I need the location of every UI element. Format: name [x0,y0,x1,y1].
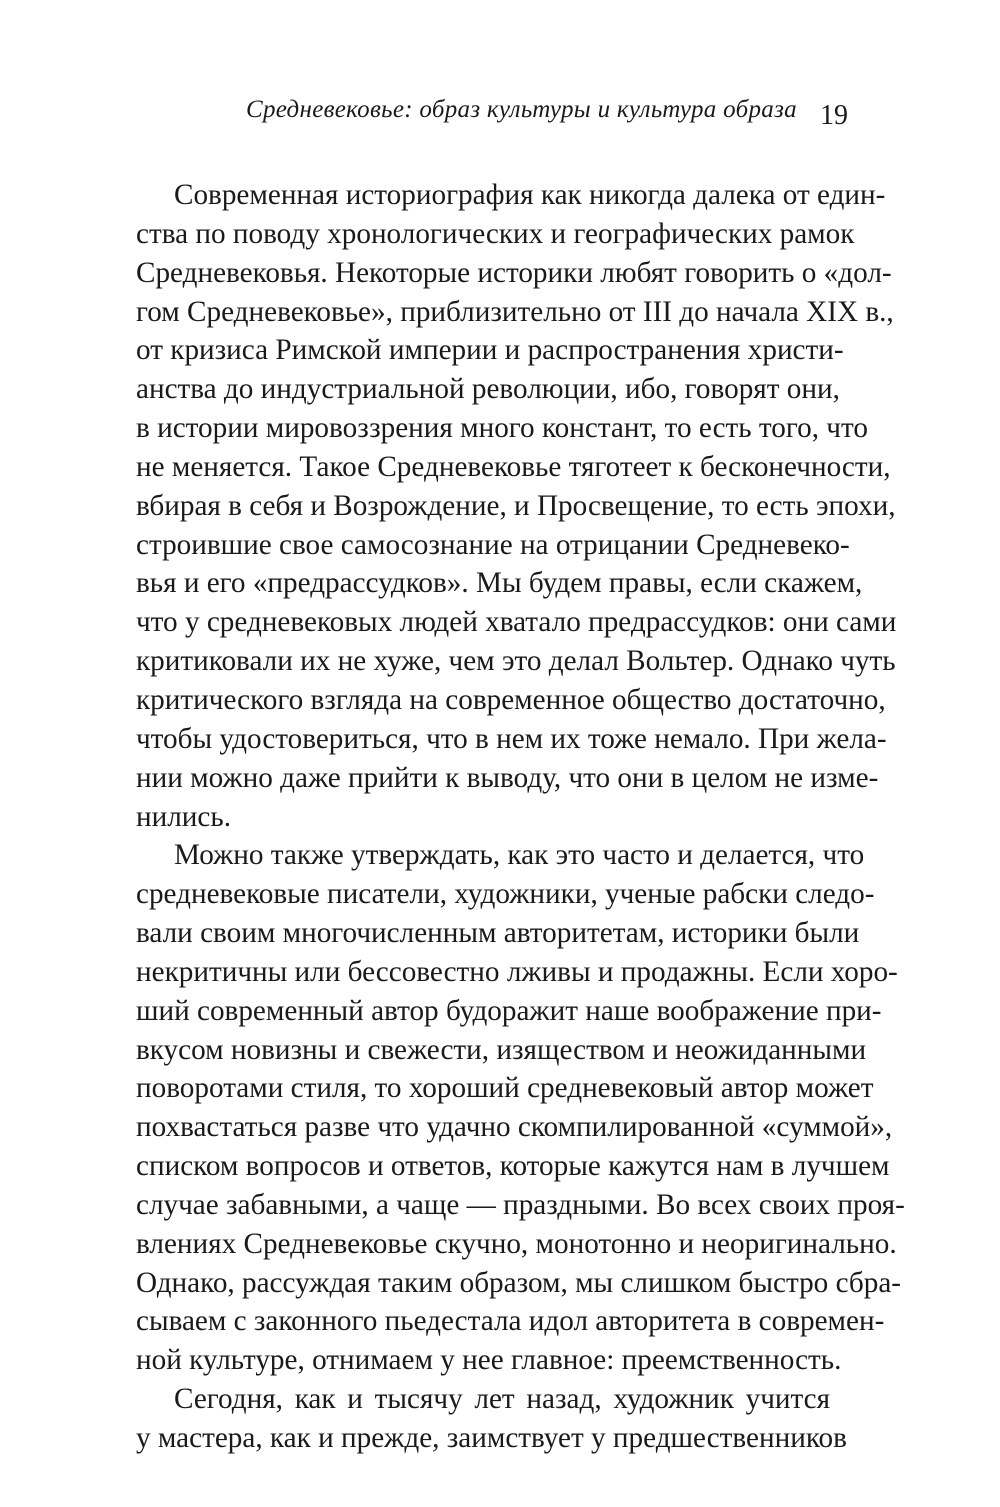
text-line: критического взгляда на современное общество достаточно, [136,683,886,716]
text-line: Современная историография как никогда далека от един- [174,179,886,211]
text-line: чтобы удостовериться, что в нем их тоже немало. При жела- [136,722,887,755]
text-line: анства до индустриальной революции, ибо, говорят они, [136,373,840,406]
text-line: не меняется. Такое Средневековье тяготеет к бесконечности, [136,450,891,483]
text-line: влениях Средневековье скучно, монотонно и неоригинально. [136,1227,897,1260]
text-line: что у средневековых людей хватало предрассудков: они сами [136,606,897,639]
text-line: похвастаться разве что удачно скомпилированной «суммой», [136,1111,893,1144]
running-header [0,96,1000,136]
paragraph-3 [136,1380,847,1458]
text-line: ства по поводу хронологических и географических рамок [136,217,855,250]
text-line: строившие свое самосознание на отрицании Средневеко- [136,528,850,561]
page-number: 19 [820,100,848,131]
text-line: критиковали их не хуже, чем это делал Вольтер. Однако чуть [136,645,896,678]
text-line: Средневековья. Некоторые историки любят говорить о «дол- [136,256,892,289]
text-line: Можно также утверждать, как это часто и делается, что [174,839,865,872]
text-line: ший современный автор будоражит наше воображение при- [136,994,882,1027]
text-line: Сегодня, как и тысячу лет назад, художник учится [174,1383,830,1416]
text-line: вкусом новизны и свежести, изяществом и неожиданными [136,1033,867,1066]
text-line: гом Средневековье», приблизительно от III до начала XIX в., [136,295,894,328]
running-title: Средневековье: образ культуры и культура образа [246,96,797,123]
paragraph-1 [136,176,897,836]
paragraph-2 [136,836,905,1380]
text-line: средневековые писатели, художники, ученые рабски следо- [136,878,875,911]
text-line: ной культуре, отнимаем у нее главное: преемственность. [136,1344,842,1377]
text-line: списком вопросов и ответов, которые кажутся нам в лучшем [136,1150,890,1183]
text-line: сываем с законного пьедестала идол авторитета в современ- [136,1305,885,1338]
text-body [136,176,905,1458]
text-line: случае забавными, а чаще — праздными. Во всех своих проя- [136,1188,905,1221]
text-line: нились. [136,800,231,833]
text-line: некритичны или бессовестно лживы и продажны. Если хоро- [136,955,898,988]
text-line: вбирая в себя и Возрождение, и Просвещение, то есть эпохи, [136,489,896,522]
text-line: у мастера, как и прежде, заимствует у предшественников [136,1422,847,1454]
text-line: поворотами стиля, то хороший средневековый автор может [136,1072,874,1105]
text-line: вали своим многочисленным авторитетам, историки были [136,917,860,950]
text-line: нии можно даже прийти к выводу, что они в целом не изме- [136,761,879,794]
text-line: от кризиса Римской империи и распространения христи- [136,334,844,367]
text-line: Однако, рассуждая таким образом, мы слишком быстро сбра- [136,1266,902,1299]
text-line: вья и его «предрассудков». Мы будем правы, если скажем, [136,567,863,600]
text-line: в истории мировоззрения много констант, то есть того, что [136,412,868,445]
